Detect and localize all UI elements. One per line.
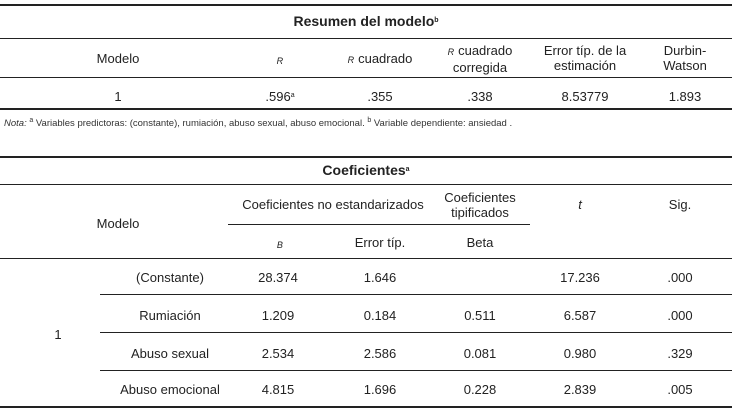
cell-t: 0.980 (563, 346, 597, 361)
dw-line2: Watson (663, 58, 707, 73)
header-r: R (276, 56, 284, 66)
r2-label: cuadrado (354, 51, 413, 66)
coef-title-text: Coeficientes (322, 162, 406, 178)
header-r-squared-adjusted (430, 43, 530, 75)
cell-modelo: 1 (114, 89, 122, 104)
table-top-rule (0, 4, 732, 6)
cell-t: 2.839 (563, 382, 597, 397)
cell-r-squared-adjusted: .338 (467, 89, 493, 104)
coef-top-rule (0, 156, 732, 158)
cell-std-error: 8.53779 (561, 89, 609, 104)
cell-beta: 0.081 (463, 346, 497, 361)
table-note (4, 118, 512, 129)
row-name: (Constante) (136, 270, 204, 285)
coef-header-rule (0, 184, 732, 185)
cell-b: 2.534 (261, 346, 295, 361)
title-superscript: b (434, 17, 439, 24)
title-text: Resumen del modelo (293, 13, 435, 29)
r2-prefix: R (347, 55, 355, 65)
table-bottom-rule (0, 108, 732, 110)
cell-beta: 0.511 (464, 308, 496, 323)
coef-title-superscript: a (405, 166, 410, 173)
row-name: Rumiación (139, 308, 201, 323)
coef-header-t: t (578, 197, 582, 212)
dw-line1: Durbin- (663, 43, 707, 58)
cell-b: 4.815 (261, 382, 295, 397)
row-divider (100, 294, 732, 295)
coefficients-title (0, 163, 732, 178)
header-modelo: Modelo (96, 51, 140, 66)
coef-header-se: Error típ. (354, 235, 406, 250)
r-superscript: a (290, 92, 295, 99)
coef-subheader-rule (228, 224, 530, 225)
row-divider (100, 370, 732, 371)
se-line1: Error típ. de la (543, 43, 627, 58)
cell-b: 28.374 (258, 270, 298, 285)
cell-sig: .000 (667, 308, 693, 323)
note-sup-b: b (367, 117, 372, 124)
coef-header-unstandardized: Coeficientes no estandarizados (242, 197, 424, 212)
coef-bottom-rule (0, 406, 732, 408)
row-name: Abuso sexual (130, 346, 210, 361)
note-text-b: Variable dependiente: ansiedad . (371, 118, 513, 129)
cell-r (245, 89, 315, 104)
r2adj-line1: cuadrado (454, 43, 513, 58)
coef-header-b: B (276, 240, 284, 250)
row-divider (100, 332, 732, 333)
coef-model-number: 1 (54, 327, 62, 342)
model-summary-title (0, 14, 732, 29)
note-sup-a: a (29, 117, 34, 124)
r2adj-line2: corregida (452, 60, 508, 75)
coef-header-sig: Sig. (668, 197, 692, 212)
cell-t: 17.236 (560, 270, 600, 285)
cell-se: 1.646 (363, 270, 397, 285)
cell-durbin-watson: 1.893 (668, 89, 702, 104)
cell-b: 1.209 (261, 308, 295, 323)
note-label: Nota: (4, 118, 27, 129)
cell-se: 1.696 (363, 382, 397, 397)
coef-header-beta: Beta (466, 235, 494, 250)
row-rule (0, 77, 732, 78)
row-name: Abuso emocional (120, 382, 220, 397)
r2adj-prefix: R (447, 47, 455, 57)
std-line2: tipificados (451, 205, 509, 220)
r-value: .596 (265, 89, 291, 104)
header-rule (0, 38, 732, 39)
std-line1: Coeficientes (444, 190, 516, 205)
cell-se: 2.586 (363, 346, 397, 361)
cell-se: 0.184 (363, 308, 397, 323)
cell-sig: .005 (667, 382, 693, 397)
coef-header-modelo: Modelo (96, 216, 140, 231)
header-r-squared (330, 51, 430, 68)
header-std-error (530, 43, 640, 73)
header-durbin-watson (645, 43, 725, 73)
cell-r-squared: .355 (367, 89, 393, 104)
cell-beta: 0.228 (463, 382, 497, 397)
note-text-a: Variables predictoras: (constante), rumiación, abuso sexual, abuso emocional. (33, 118, 368, 129)
cell-sig: .000 (667, 270, 693, 285)
coef-body-rule (0, 258, 732, 259)
coef-header-standardized (430, 190, 530, 220)
cell-t: 6.587 (563, 308, 597, 323)
se-line2: estimación (553, 58, 617, 73)
cell-sig: .329 (667, 346, 693, 361)
